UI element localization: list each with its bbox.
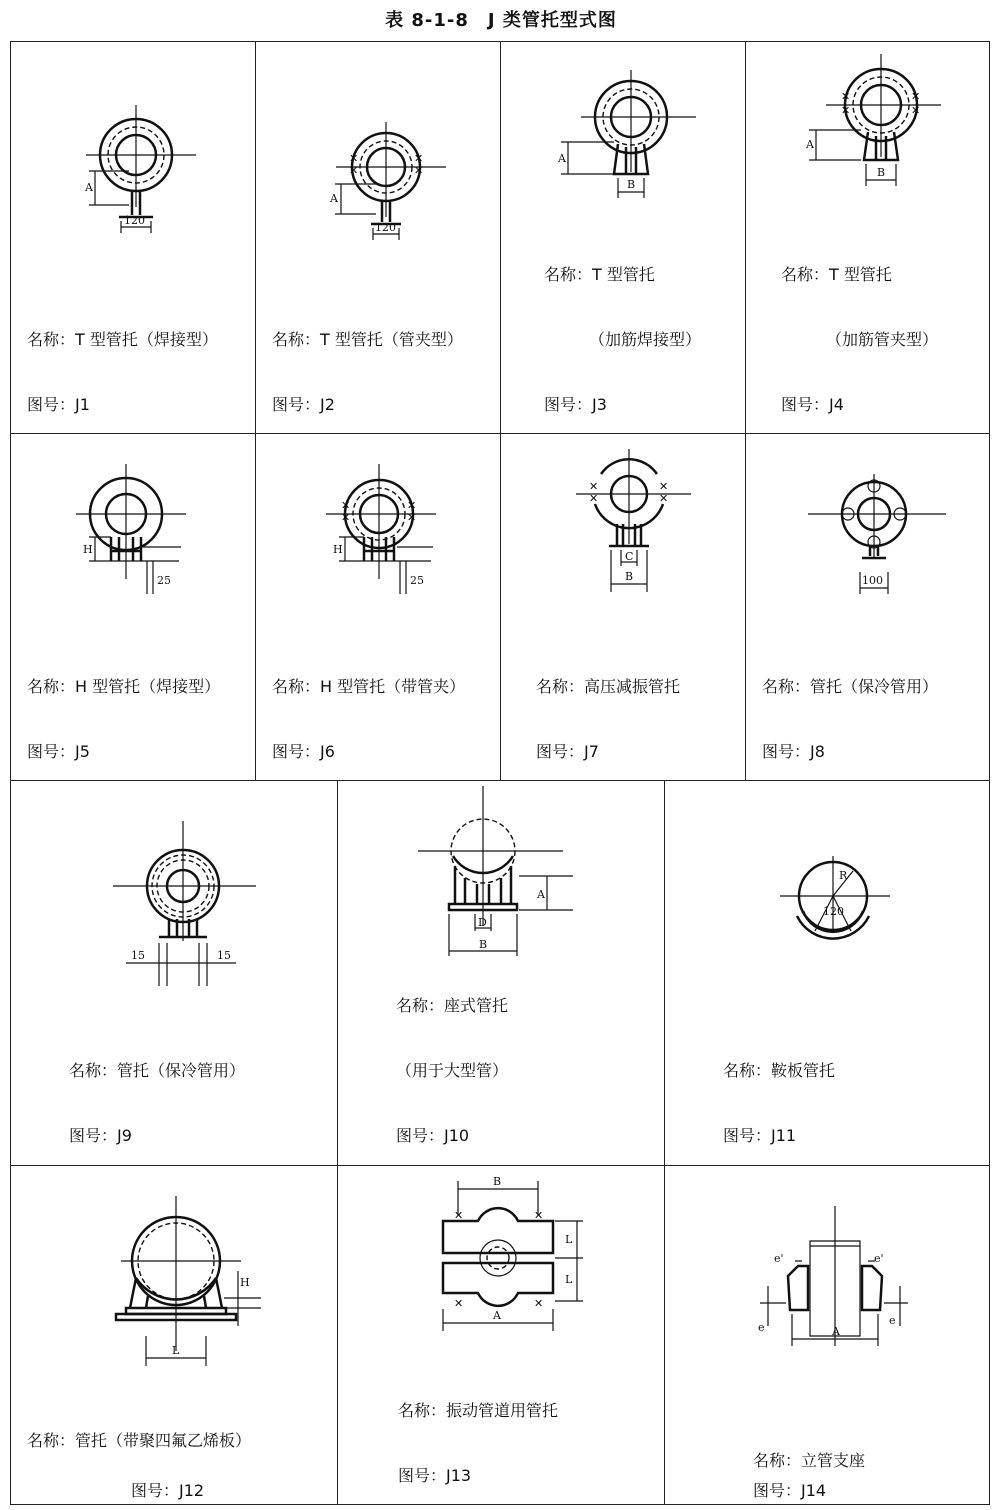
cell-j13 (337, 1165, 665, 1505)
svg-text:✕: ✕ (841, 90, 851, 103)
drawing-prefix: 图号： (536, 742, 585, 761)
drawing-j8 (806, 474, 956, 604)
name-prefix: 名称： (753, 1451, 802, 1470)
svg-text:✕: ✕ (349, 164, 359, 177)
cell-j6 (255, 433, 501, 781)
drawing-prefix: 图号： (272, 395, 321, 414)
dim-j14-e-right: e (889, 1314, 896, 1327)
dim-j13-b: B (493, 1175, 502, 1188)
drawing-prefix: 图号： (781, 395, 830, 414)
drawing-no-j12 (131, 1478, 204, 1501)
name-j13 (398, 1398, 558, 1421)
drawing-no-value: J4 (829, 395, 844, 414)
name-j1 (27, 327, 218, 350)
dim-j12-h: H (240, 1276, 250, 1289)
drawing-j13 (433, 1171, 603, 1341)
svg-text:✕: ✕ (454, 1209, 464, 1222)
drawing-prefix: 图号： (27, 742, 76, 761)
name-j12 (27, 1428, 251, 1451)
dim-j10-b: B (479, 938, 488, 951)
drawing-no-value: J5 (75, 742, 90, 761)
name-prefix: 名称： (27, 330, 76, 349)
name-prefix: 名称： (723, 1061, 772, 1080)
name-prefix: 名称： (69, 1061, 118, 1080)
dim-j1-a: A (85, 181, 93, 194)
name-prefix: 名称： (781, 265, 830, 284)
drawing-j2 (321, 122, 461, 262)
drawing-no-j10 (396, 1123, 469, 1146)
dim-j10-a: A (537, 888, 545, 901)
dim-j6-25: 25 (410, 574, 424, 587)
name-j10 (396, 993, 508, 1016)
cell-j11 (664, 780, 990, 1166)
drawing-no-value: J12 (179, 1481, 205, 1500)
dim-j2-a: A (330, 192, 338, 205)
svg-text:✕: ✕ (911, 90, 921, 103)
name-j7 (536, 674, 680, 697)
dim-j13-l-bottom: L (565, 1273, 573, 1286)
cell-j10 (337, 780, 665, 1166)
name-prefix: 名称： (398, 1401, 447, 1420)
drawing-no-j14 (753, 1478, 826, 1501)
dim-j14-e-prime-left: e' (774, 1252, 784, 1265)
drawing-no-j1 (27, 392, 90, 415)
name-value: T 型管托（管夹型） (320, 330, 463, 349)
drawing-no-j5 (27, 739, 90, 762)
name-value: T 型管托（焊接型） (75, 330, 218, 349)
dim-j11-r: R (839, 869, 848, 882)
drawing-j9 (111, 821, 261, 991)
name-value: T 型管托 (592, 265, 655, 284)
svg-text:✕: ✕ (534, 1209, 544, 1222)
drawing-j6 (321, 459, 461, 599)
dim-j3-a: A (558, 152, 566, 165)
name-value: H 型管托（带管夹） (320, 677, 466, 696)
drawing-j10 (413, 786, 593, 966)
cell-j4 (745, 41, 990, 434)
name-j2 (272, 327, 463, 350)
dim-j12-l: L (172, 1344, 180, 1357)
name-value: 高压减振管托 (584, 677, 681, 696)
dim-j5-25: 25 (157, 574, 171, 587)
dim-j7-b: B (625, 570, 634, 583)
name-prefix: 名称： (272, 677, 321, 696)
svg-text:✕: ✕ (589, 492, 599, 505)
name-j9 (69, 1058, 245, 1081)
name-j3 (544, 262, 655, 285)
drawing-prefix: 图号： (131, 1481, 180, 1500)
name-j8 (762, 674, 938, 697)
name-prefix: 名称： (396, 996, 445, 1015)
svg-text:✕: ✕ (341, 499, 351, 512)
drawing-j4 (801, 52, 951, 202)
dim-j13-a: A (493, 1309, 501, 1322)
drawing-no-value: J10 (444, 1126, 470, 1145)
svg-text:✕: ✕ (414, 164, 424, 177)
dim-j4-b: B (877, 166, 886, 179)
name-prefix: 名称： (272, 330, 321, 349)
svg-text:✕: ✕ (407, 499, 417, 512)
dim-j3-b: B (627, 178, 636, 191)
drawing-no-j7 (536, 739, 599, 762)
cell-j12 (10, 1165, 338, 1505)
drawing-no-value: J13 (446, 1466, 472, 1485)
cell-j9 (10, 780, 338, 1166)
dim-j11-120: 120 (823, 905, 844, 918)
drawing-no-value: J7 (584, 742, 599, 761)
name-value: 立管支座 (801, 1451, 866, 1470)
drawing-prefix: 图号： (753, 1481, 802, 1500)
cell-j1 (10, 41, 256, 434)
drawing-prefix: 图号： (723, 1126, 772, 1145)
dim-j1-120: 120 (124, 214, 145, 227)
dim-j6-h: H (333, 543, 343, 556)
name-j11 (723, 1058, 835, 1081)
svg-text:✕: ✕ (534, 1297, 544, 1310)
cell-j5 (10, 433, 256, 781)
svg-text:✕: ✕ (407, 511, 417, 524)
svg-text:✕: ✕ (454, 1297, 464, 1310)
cell-j14 (664, 1165, 990, 1505)
drawing-prefix: 图号： (762, 742, 811, 761)
name-j10-line2: （用于大型管） (396, 1061, 509, 1080)
name-value: 鞍板管托 (771, 1061, 836, 1080)
dim-j14-e-left: e (758, 1321, 765, 1334)
cell-j7 (500, 433, 746, 781)
drawing-prefix: 图号： (544, 395, 593, 414)
name-value: 管托（保冷管用） (117, 1061, 246, 1080)
drawing-no-value: J1 (75, 395, 90, 414)
table-title: 表 8-1-8 J 类管托型式图 (385, 10, 617, 31)
svg-text:✕: ✕ (414, 152, 424, 165)
drawing-no-j9 (69, 1123, 132, 1146)
drawing-no-j6 (272, 739, 335, 762)
dim-j9-15-left: 15 (131, 949, 145, 962)
drawing-j5 (71, 459, 211, 599)
drawing-no-j4 (781, 392, 844, 415)
name-value: 管托（保冷管用） (810, 677, 939, 696)
cell-j8 (745, 433, 990, 781)
drawing-prefix: 图号： (398, 1466, 447, 1485)
drawing-no-value: J2 (320, 395, 335, 414)
dim-j8-100: 100 (862, 574, 883, 587)
dim-j2-120: 120 (375, 221, 396, 234)
drawing-prefix: 图号： (69, 1126, 118, 1145)
cell-j2 (255, 41, 501, 434)
drawing-no-j11 (723, 1123, 796, 1146)
svg-text:✕: ✕ (349, 152, 359, 165)
drawing-no-value: J3 (592, 395, 607, 414)
name-prefix: 名称： (536, 677, 585, 696)
drawing-j14 (750, 1206, 910, 1356)
svg-text:✕: ✕ (659, 480, 669, 493)
name-j3-line2: （加筋焊接型） (589, 330, 702, 349)
drawing-j3 (556, 62, 706, 212)
name-j6 (272, 674, 465, 697)
drawing-j11 (775, 841, 905, 951)
name-value: T 型管托 (829, 265, 892, 284)
dim-j4-a: A (806, 138, 814, 151)
name-j4 (781, 262, 892, 285)
drawing-no-value: J9 (117, 1126, 132, 1145)
svg-text:✕: ✕ (911, 104, 921, 117)
drawing-j12 (106, 1186, 276, 1376)
dim-j14-a: A (832, 1325, 840, 1338)
dim-j10-d: D (478, 916, 487, 929)
svg-text:✕: ✕ (659, 492, 669, 505)
drawing-j1 (71, 97, 211, 237)
drawing-no-j13 (398, 1463, 471, 1486)
dim-j9-15-right: 15 (217, 949, 231, 962)
dim-j13-l-top: L (565, 1233, 573, 1246)
cell-j3 (500, 41, 746, 434)
drawing-no-j2 (272, 392, 335, 415)
drawing-prefix: 图号： (396, 1126, 445, 1145)
drawing-j7 (571, 444, 711, 604)
name-j5 (27, 674, 220, 697)
name-prefix: 名称： (27, 1431, 76, 1450)
name-value: 座式管托 (444, 996, 509, 1015)
drawing-prefix: 图号： (272, 742, 321, 761)
name-prefix: 名称： (544, 265, 593, 284)
drawing-no-j3 (544, 392, 607, 415)
dim-j5-h: H (83, 543, 93, 556)
name-value: H 型管托（焊接型） (75, 677, 221, 696)
drawing-no-j8 (762, 739, 825, 762)
name-value: 管托（带聚四氟乙烯板） (75, 1431, 252, 1450)
svg-text:✕: ✕ (589, 480, 599, 493)
drawing-no-value: J11 (771, 1126, 797, 1145)
name-value: 振动管道用管托 (446, 1401, 559, 1420)
dim-j7-c: C (625, 550, 634, 563)
drawing-no-value: J14 (801, 1481, 827, 1500)
drawing-no-value: J6 (320, 742, 335, 761)
drawing-prefix: 图号： (27, 395, 76, 414)
drawing-no-value: J8 (810, 742, 825, 761)
name-j4-line2: （加筋管夹型） (826, 330, 939, 349)
dim-j14-e-prime-right: e' (874, 1252, 884, 1265)
name-prefix: 名称： (27, 677, 76, 696)
svg-text:✕: ✕ (341, 511, 351, 524)
svg-text:✕: ✕ (841, 104, 851, 117)
name-j14 (753, 1448, 865, 1471)
name-prefix: 名称： (762, 677, 811, 696)
